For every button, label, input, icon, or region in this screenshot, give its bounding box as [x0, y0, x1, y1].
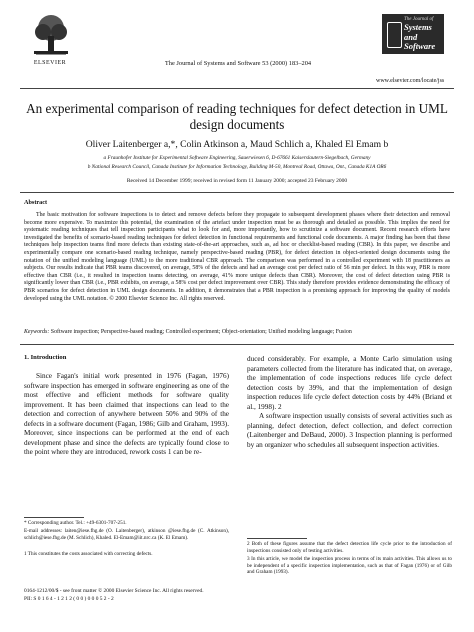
intro-right-paragraph-2: A software inspection usually consists of several activities such as planning, defect detection, defect collection, and defect correction (Laitenberger and DeBaud, 2000). 3 Inspection planning is performed by an organizer who schedules all subsequent inspection activities.: [247, 412, 452, 449]
footnote-email-addresses: E-mail addresses: laiten@iese.fhg.de (O. Laitenberger), atkinson @iese.fhg.de (C. Atkinson), schlich@iese.fhg.de (M. Schlich), Khaled. El-Emam@iit.nrc.ca (K. El Emam).: [24, 528, 229, 541]
pii-line: PII: S 0 1 6 4 - 1 2 1 2 ( 0 0 ) 0 0 0 5 2 - 2: [24, 596, 114, 602]
journal-website-link[interactable]: www.elsevier.com/locate/jss: [376, 78, 445, 84]
intro-left-paragraph: Since Fagan's initial work presented in 1976 (Fagan, 1976) software inspection has emerged in software engineering as one of the most effective and efficient methods for software quality improvement. It has been claimed that inspections can lead to the detection and correction of anywhere between 50% and 90% of the defects in a software document (Fagan, 1986; Gilb and Graham, 1993). Moreover, since inspections can be performed at the end of each development phase and since the defects are typically found close to the point where they are introduced, rework costs 1 can be re-: [24, 372, 229, 456]
footnote-3: 3 In this article, we model the inspection process in terms of its main activities. This allows us to be independent of a specific inspection implementation, such as that of Fagan (1976) or of Gilb and Graham (1993).: [247, 556, 452, 576]
received-dates: Received 14 December 1999; received in revised form 11 January 2000; accepted 23 February 2000: [126, 178, 348, 184]
section-heading-introduction: 1. Introduction: [24, 354, 67, 361]
affiliation-a: a Fraunhofer Institute for Experimental Software Engineering, Sauerwiesen 6, D-67661 Kaiserslautern-Siegelbach, Germany: [103, 155, 371, 161]
journal-mark-icon: [387, 22, 402, 48]
footnote-rule-left: [24, 517, 84, 518]
footnote-1: 1 This constitutes the costs associated with correcting defects.: [24, 551, 153, 557]
issn-line: 0164-1212/00/$ - see front matter © 2000 Elsevier Science Inc. All rights reserved.: [24, 588, 204, 594]
publisher-name: ELSEVIER: [33, 60, 67, 66]
abstract-text: The basic motivation for software inspections is to detect and remove defects before they propagate to subsequent development phases where their detection and removal become more expensive. To maximize this potential, the examination of the artefact under inspection must be as thorough and detailed as possible. This implies the need for systematic reading techniques that tell inspection participants what to look for and, more importantly, how to scrutinize a software document. Recent research efforts have investigated the benefits of scenario-based reading techniques for defect detection in functional requirements and functional code documents. A major finding has been that these techniques help inspection teams find more defects than existing state-of-the-art approaches, such as, ad hoc or checklist-based reading (CBR). In this paper, we describe and experimentally compare one scenario-based reading technique, namely perspective-based reading (PBR), for defect detection in object-oriented design documents using the notation of the unified modeling language (UML) to the more traditional CBR approach. The comparison was performed in a controlled experiment with 18 practitioners as subjects. Our results indicate that PBR teams discovered, on average, 58% of the defects and had an average cost per defect ratio of 56 min per defect. In this way, PBR is more effective than CBR (i.e., it resulted in inspection teams detecting, on average, 41% more unique defects than CBR). Moreover, the cost of defect detection using PBR is significantly lower than CBR (i.e., PBR exhibits, on average, a 58% cost per defect improvement over CBR). This study therefore provides evidence demonstrating the efficacy of PBR scenarios for defect detection in UML design documents. In addition, it demonstrates that a PBR inspection is a promising approach for improving the quality of models developed using the UML notation. © 2000 Elsevier Science Inc. All rights reserved.: [24, 212, 450, 302]
paper-title: An experimental comparison of reading techniques for defect detection in UML design documents: [26, 101, 448, 132]
paper-authors: Oliver Laitenberger a,*, Colin Atkinson a, Maud Schlich a, Khaled El Emam b: [85, 139, 389, 150]
journal-citation: The Journal of Systems and Software 53 (2000) 183–204: [164, 60, 312, 67]
keywords: [24, 329, 450, 337]
keywords-label: Keywords:: [24, 329, 50, 335]
footnote-rule-right: [247, 538, 307, 539]
journal-logo: [382, 14, 444, 54]
intro-right-paragraph-1: duced considerably. For example, a Monte Carlo simulation using parameters collected from the literature has indicated that, on average, the implementation of code inspections reduces life cycle defect detection costs by 39%, and that the implementation of design inspection reduces life cycle defect detection costs by 44% (Briand et al., 1998). 2: [247, 355, 452, 411]
journal-logo-title: Systems and Software: [404, 22, 436, 51]
elsevier-tree-logo: [28, 12, 74, 58]
intro-right-column: [247, 355, 452, 450]
journal-logo-small-text: The Journal of: [404, 17, 434, 22]
footnote-2: 2 Both of these figures assume that the defect detection life cycle prior to the introduction of inspections consisted only of testing activities.: [247, 541, 452, 554]
abstract-heading: Abstract: [24, 199, 48, 206]
header-rule: [20, 88, 454, 89]
title-rule: [20, 192, 454, 193]
footnote-corresponding-author: * Corresponding author. Tel.: +49-6301-707-251.: [24, 520, 127, 526]
affiliation-b: b National Research Council, Canada Institute for Information Technology, Building M-50, Montreal Road, Ottawa, Ont., Canada K1A OR6: [87, 164, 387, 170]
abstract-rule: [20, 344, 454, 345]
keywords-list: Software inspection; Perspective-based reading; Controlled experiment; Object-orientation; Unified modeling language; Fusion: [50, 329, 352, 335]
